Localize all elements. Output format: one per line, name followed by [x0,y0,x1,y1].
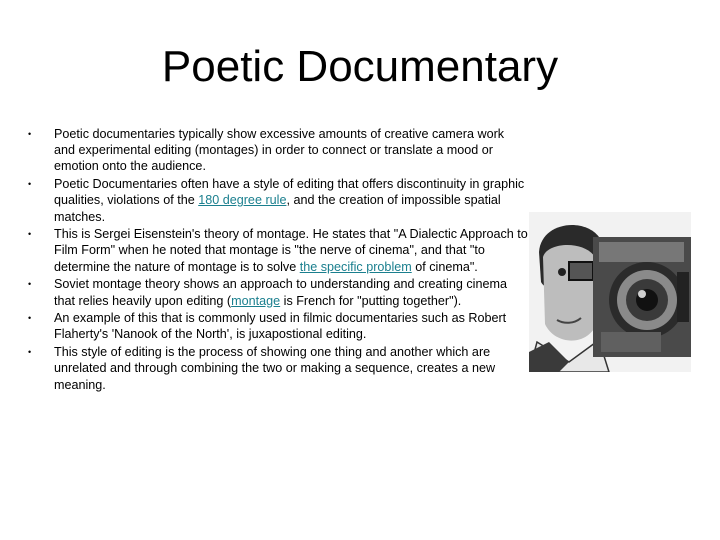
bullet-dot-icon: • [28,229,32,240]
bullet-item [28,276,528,308]
bullet-dot-icon: • [28,179,32,190]
bullet-text: is French for "putting together"). [280,293,462,308]
bullet-text: This is Sergei Eisenstein's theory of montage. He states that "A Dialectic Approach to Film Form" when he noted that montage is "the nerve of cinema", and that "to determine the nature of montage is to solve [54,227,528,274]
bullet-text: An example of this that is commonly used in filmic documentaries such as Robert Flaherty's 'Nanook of the North', is juxapostional editing. [54,311,507,342]
bullet-item [28,226,528,275]
inline-link[interactable]: the specific problem [299,259,412,274]
bullet-item [28,310,528,342]
cameraman-photo [529,212,691,372]
bullet-text: , and the creation of impossible spatial matches. [54,193,501,224]
bullet-dot-icon: • [28,129,32,139]
bullet-dot-icon: • [28,313,32,324]
bullet-text: Poetic documentaries typically show excessive amounts of creative camera work and experimental editing (montages) in order to connect or translate a mood or emotion onto the audience. [54,127,505,174]
bullet-text: Poetic Documentaries often have a style of editing that offers discontinuity in graphic qualities, violations of the [54,177,525,208]
slide-title: Poetic Documentary [161,42,559,91]
bullet-item [28,126,528,175]
bullet-dot-icon: • [28,279,32,290]
bullet-dot-icon: • [28,347,32,358]
inline-link[interactable]: 180 degree rule [198,193,287,208]
bullet-text: of cinema". [411,259,478,274]
bullet-list [28,126,528,394]
bullet-text: Soviet montage theory shows an approach to understanding and creating cinema that relies heavily upon editing ( [54,277,507,308]
bullet-text: This style of editing is the process of showing one thing and another which are unrelated and through combining the two or making a sequence, creates a new meaning. [54,345,496,392]
inline-link[interactable]: montage [231,293,281,308]
bullet-item [28,176,528,225]
bullet-item [28,344,528,393]
